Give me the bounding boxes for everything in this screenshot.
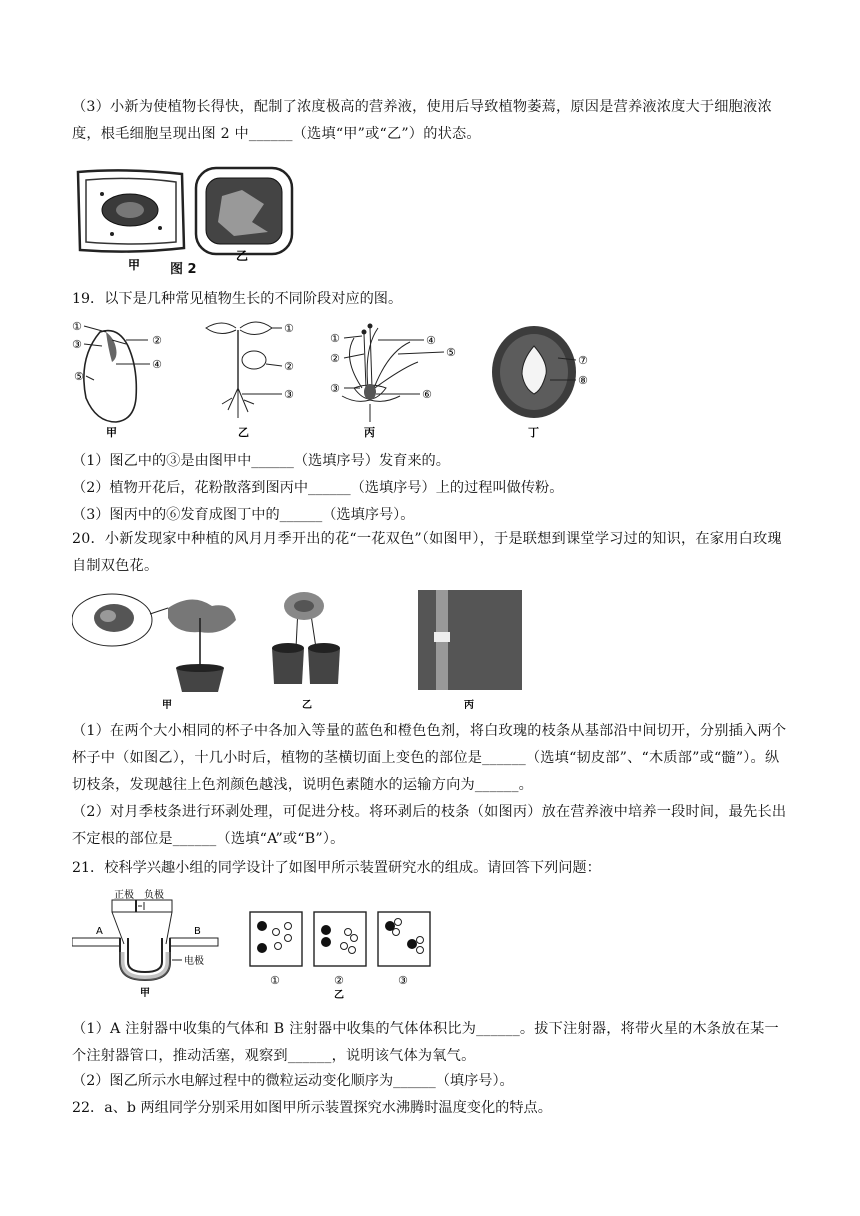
label-negative-electrode: 负极 (144, 890, 164, 901)
marker-4: ④ (152, 358, 162, 371)
question-19-part-1: （1）图乙中的③是由图甲中______（选填序号）发育来的。 (72, 453, 450, 469)
rose-plant-jia-illustration (72, 594, 236, 692)
label-box-1: ① (270, 974, 280, 987)
label-box-3: ③ (398, 974, 408, 987)
label-box-2: ② (334, 974, 344, 987)
fig20-label-yi: 乙 (302, 700, 312, 710)
question-21-part-2: （2）图乙所示水电解过程中的微粒运动变化顺序为______（填序号）。 (72, 1073, 514, 1089)
label-yi: 乙 (238, 426, 249, 439)
label-positive-electrode: 正极 (114, 890, 134, 901)
marker-4: ④ (426, 334, 436, 347)
question-20-part-2: （2）对月季枝条进行环剥处理，可促进分枝。将环剥后的枝条（如图丙）放在营养液中培养一段时间，最先长出不定根的部位是______（选填“A”或“B”）。 (72, 804, 787, 847)
marker-8: ⑧ (578, 374, 588, 387)
question-19-part-2: （2）植物开花后，花粉散落到图丙中______（选填序号）上的过程叫做传粉。 (72, 480, 564, 496)
question-20-stem: 20．小新发现家中种植的风月月季开出的花“一花双色”（如图甲），于是联想到课堂学习过的知识，在家用白玫瑰自制双色花。 (72, 531, 782, 574)
fig2-label-yi: 乙 (236, 249, 249, 263)
label-syringe-a: A (96, 926, 103, 937)
cell-jia-illustration (78, 170, 184, 251)
marker-2: ② (152, 334, 162, 347)
particle-box-2 (314, 912, 366, 966)
marker-2: ② (284, 360, 294, 373)
fig2-label-jia: 甲 (128, 258, 141, 272)
cell-yi-illustration (196, 168, 292, 254)
question-22-stem: 22．a、b 两组同学分别采用如图甲所示装置探究水沸腾时温度变化的特点。 (72, 1100, 552, 1116)
marker-1: ① (284, 322, 294, 335)
marker-3: ③ (72, 338, 82, 351)
fruit-ding-illustration (492, 326, 576, 418)
label-electrode: 电极 (184, 956, 204, 967)
marker-7: ⑦ (578, 354, 588, 367)
marker-3: ③ (330, 382, 340, 395)
marker-5: ⑤ (74, 370, 84, 383)
label-particles-yi: 乙 (334, 990, 344, 1000)
label-bing: 丙 (364, 426, 375, 439)
label-apparatus-jia: 甲 (140, 988, 150, 999)
fig2-caption: 图 2 (170, 262, 197, 277)
girdled-branch-bing-illustration (418, 590, 522, 690)
marker-1: ① (72, 320, 82, 333)
question-21-stem: 21．校科学兴趣小组的同学设计了如图甲所示装置研究水的组成。请回答下列问题： (72, 860, 601, 876)
marker-5: ⑤ (446, 346, 456, 359)
particle-box-1 (250, 912, 302, 966)
question-19-stem: 19．以下是几种常见植物生长的不同阶段对应的图。 (72, 291, 403, 307)
label-ding: 丁 (528, 426, 539, 439)
figure-20-roses (72, 588, 532, 710)
label-jia: 甲 (106, 426, 117, 439)
fig20-label-bing: 丙 (464, 700, 474, 710)
seed-jia-illustration (84, 326, 150, 422)
particle-box-3 (378, 912, 430, 966)
marker-1: ① (330, 332, 340, 345)
question-19-part-3: （3）图丙中的⑥发育成图丁中的______（选填序号）。 (72, 507, 415, 523)
label-syringe-b: B (194, 926, 201, 937)
fig20-label-jia: 甲 (162, 700, 172, 710)
electrolysis-apparatus-jia-illustration (72, 900, 218, 980)
question-20-part-1: （1）在两个大小相同的杯子中各加入等量的蓝色和橙色色剂，将白玫瑰的枝条从基部沿中间切开，分别插入两个杯子中（如图乙），十几小时后，植物的茎横切面上变色的部位是______（选填“韧皮部”、“木质部”或“髓”）。纵切枝条，发现越往上色剂颜色越浅，说明色素随水的运输方向为______。 (72, 723, 787, 793)
figure-21-electrolysis (72, 888, 442, 1000)
marker-2: ② (330, 352, 340, 365)
rose-cups-yi-illustration (272, 592, 340, 684)
question-21-part-1: （1）A 注射器中收集的气体和 B 注射器中收集的气体体积比为______。拔下注射器，将带火星的木条放在某一个注射器管口，推动活塞，观察到______，说明该气体为氧气。 (72, 1021, 779, 1064)
question-18-part-3: （3）小新为使植物长得快，配制了浓度极高的营养液，使用后导致植物萎蔫，原因是营养液浓度大于细胞液浓度，根毛细胞呈现出图 2 中______（选填“甲”或“乙”）的状态。 (72, 99, 772, 142)
seedling-yi-illustration (206, 322, 282, 418)
marker-3: ③ (284, 388, 294, 401)
marker-6: ⑥ (422, 388, 432, 401)
figure-19-plant-stages (72, 318, 602, 443)
